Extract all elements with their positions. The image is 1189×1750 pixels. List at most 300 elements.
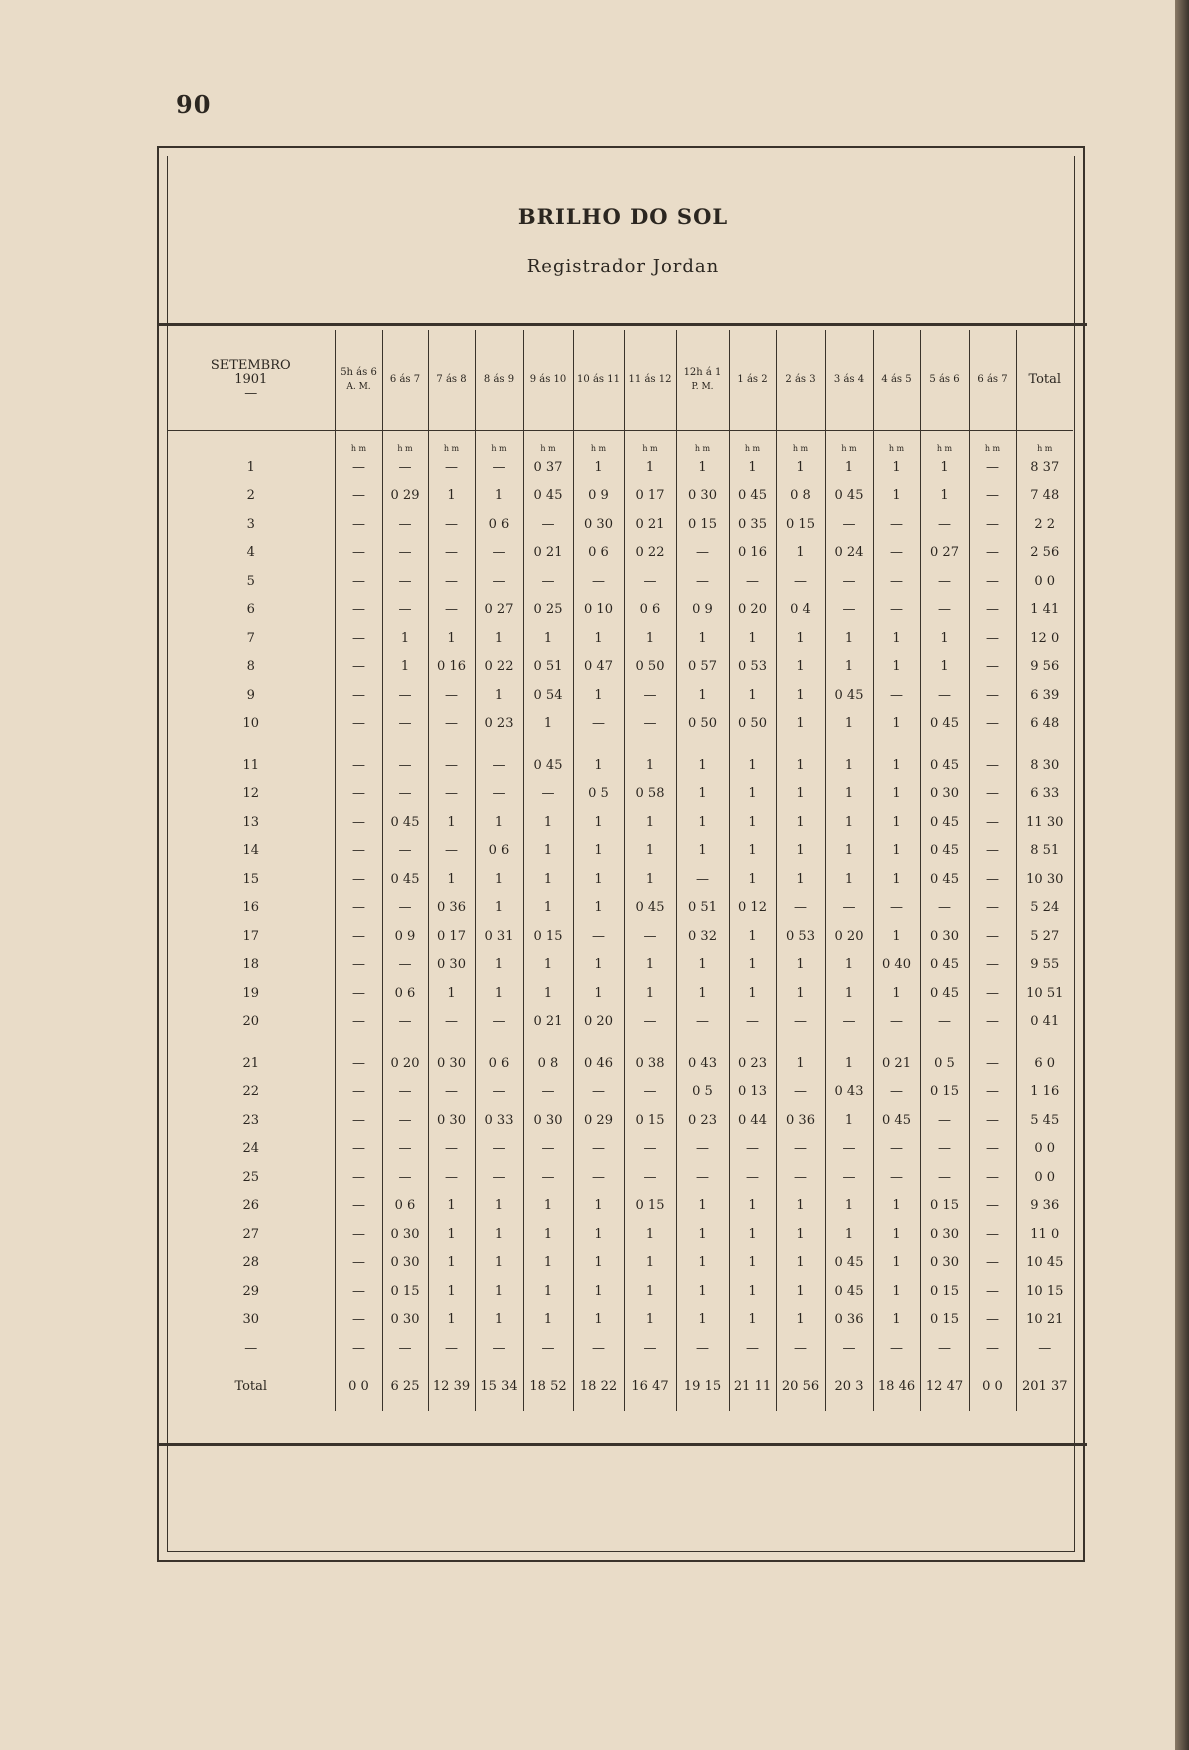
table-cell (825, 738, 873, 751)
total-row (167, 1363, 1073, 1411)
table-cell: 1 (523, 1249, 573, 1278)
table-cell: 0 15 (920, 1306, 969, 1335)
table-cell: 0 4 (776, 596, 825, 625)
table-cell: 0 45 (920, 865, 969, 894)
table-frame (157, 146, 1085, 1562)
table-cell (676, 738, 729, 751)
table-cell: 11 0 (1030, 1226, 1060, 1242)
table-cell: h m (1037, 444, 1053, 453)
table-cell: 0 37 (523, 453, 573, 482)
table-cell: 1 (873, 808, 920, 837)
units-row (167, 431, 1073, 454)
table-cell: — (776, 1135, 825, 1164)
table-cell: 1 16 (1030, 1084, 1060, 1100)
table-cell: — (969, 653, 1016, 682)
hour-column-header: 1 ás 2 (729, 330, 776, 431)
table-cell: 1 (523, 979, 573, 1008)
table-cell: 1 (776, 951, 825, 980)
table-row (167, 453, 1073, 482)
table-cell: 1 (776, 710, 825, 739)
table-cell: 1 (676, 1306, 729, 1335)
table-cell: — (624, 1334, 676, 1363)
table-cell (335, 1036, 382, 1049)
table-cell: 1 (624, 808, 676, 837)
table-cell: — (920, 1135, 969, 1164)
table-cell: 0 25 (523, 596, 573, 625)
table-cell: 1 (825, 1049, 873, 1078)
table-cell: 1 (729, 751, 776, 780)
table-cell: 0 21 (523, 539, 573, 568)
table-cell: 0 32 (676, 922, 729, 951)
row-label: 22 (167, 1078, 335, 1107)
table-cell: — (920, 1334, 969, 1363)
table-cell: — (920, 1106, 969, 1135)
table-cell: — (382, 1135, 428, 1164)
table-cell: 0 43 (825, 1078, 873, 1107)
table-cell: — (428, 1008, 475, 1037)
table-cell: — (729, 567, 776, 596)
table-cell: 18 52 (523, 1363, 573, 1411)
table-cell: — (335, 951, 382, 980)
table-cell: 0 8 (523, 1049, 573, 1078)
table-cell (920, 738, 969, 751)
table-cell: — (729, 1008, 776, 1037)
spacer-row (167, 738, 1073, 751)
table-cell: 0 15 (920, 1192, 969, 1221)
table-cell: — (335, 894, 382, 923)
table-cell: — (776, 1334, 825, 1363)
table-cell: 1 (523, 837, 573, 866)
table-cell: 1 (475, 894, 523, 923)
table-cell: 0 0 (1034, 1141, 1056, 1157)
table-cell: 1 (523, 1192, 573, 1221)
table-cell: 1 (825, 1106, 873, 1135)
table-cell (382, 1036, 428, 1049)
table-cell (428, 738, 475, 751)
table-cell (335, 738, 382, 751)
table-cell: 1 (523, 1220, 573, 1249)
table-cell: 1 (573, 751, 624, 780)
table-cell: — (676, 1163, 729, 1192)
table-cell: — (729, 1334, 776, 1363)
table-cell: 6 39 (1030, 687, 1060, 703)
table-cell: h m (969, 431, 1016, 454)
table-cell: — (382, 710, 428, 739)
table-cell: 0 30 (920, 1220, 969, 1249)
table-cell: — (475, 539, 523, 568)
table-cell: 0 46 (573, 1049, 624, 1078)
table-cell: 1 (475, 1277, 523, 1306)
table-cell (776, 1036, 825, 1049)
hour-column-header: 5 ás 6 (920, 330, 969, 431)
table-cell: h m (920, 431, 969, 454)
table-cell: — (428, 837, 475, 866)
table-cell: 0 45 (624, 894, 676, 923)
table-cell: 1 (776, 865, 825, 894)
table-cell: — (475, 751, 523, 780)
table-cell: 19 15 (676, 1363, 729, 1411)
table-cell (1016, 1036, 1073, 1049)
row-label (167, 1036, 335, 1049)
table-cell (873, 1036, 920, 1049)
table-cell: 0 30 (920, 1249, 969, 1278)
table-cell: 1 (729, 780, 776, 809)
table-cell: — (573, 922, 624, 951)
table-cell: 1 (873, 837, 920, 866)
table-cell: — (676, 1008, 729, 1037)
table-cell: 0 45 (825, 482, 873, 511)
table-cell: — (624, 1135, 676, 1164)
table-cell: 20 56 (776, 1363, 825, 1411)
table-cell: 1 (825, 808, 873, 837)
table-cell: 1 (475, 624, 523, 653)
table-cell: — (1038, 1340, 1052, 1356)
table-cell: 1 (475, 681, 523, 710)
table-cell: 1 (873, 751, 920, 780)
table-cell: — (969, 922, 1016, 951)
table-cell: — (624, 922, 676, 951)
table-cell: 18 22 (573, 1363, 624, 1411)
table-cell: 1 (729, 837, 776, 866)
table-cell: 1 (776, 1049, 825, 1078)
table-cell: 0 36 (825, 1306, 873, 1335)
table-cell: 0 30 (382, 1249, 428, 1278)
table-cell: 1 (573, 1306, 624, 1335)
table-cell: 0 57 (676, 653, 729, 682)
table-cell: 0 16 (428, 653, 475, 682)
table-cell: — (335, 1306, 382, 1335)
table-cell: 1 (920, 653, 969, 682)
table-cell: — (335, 510, 382, 539)
table-cell: 1 (428, 1220, 475, 1249)
table-cell: — (475, 1163, 523, 1192)
table-cell: — (676, 539, 729, 568)
table-cell: 0 20 (825, 922, 873, 951)
table-cell: 0 6 (382, 979, 428, 1008)
table-cell: 1 (729, 865, 776, 894)
table-row (167, 837, 1073, 866)
table-cell (523, 738, 573, 751)
table-cell: 1 (825, 751, 873, 780)
table-cell: 5 27 (1030, 928, 1060, 944)
table-cell: — (335, 596, 382, 625)
hour-column-header: 8 ás 9 (475, 330, 523, 431)
table-cell: h m (873, 431, 920, 454)
row-label: 23 (167, 1106, 335, 1135)
table-cell: 0 50 (676, 710, 729, 739)
table-cell: h m (428, 431, 475, 454)
table-cell: 1 (676, 751, 729, 780)
table-cell: 1 (825, 780, 873, 809)
table-cell: — (969, 1192, 1016, 1221)
table-cell: — (523, 780, 573, 809)
table-cell: 1 (873, 453, 920, 482)
table-cell: 16 47 (624, 1363, 676, 1411)
table-cell (573, 738, 624, 751)
table-cell: 21 11 (729, 1363, 776, 1411)
row-label: 7 (167, 624, 335, 653)
table-cell: 1 (729, 681, 776, 710)
table-cell: — (969, 979, 1016, 1008)
table-cell: 1 (676, 1277, 729, 1306)
table-cell: 18 46 (873, 1363, 920, 1411)
table-cell: — (475, 1078, 523, 1107)
table-cell: — (969, 951, 1016, 980)
header-rule (159, 323, 1087, 326)
table-cell: 0 6 (624, 596, 676, 625)
table-cell: 5 45 (1030, 1112, 1060, 1128)
table-cell: 1 (776, 453, 825, 482)
table-cell: — (335, 808, 382, 837)
table-row (167, 482, 1073, 511)
table-cell (873, 738, 920, 751)
table-cell: 1 (825, 453, 873, 482)
table-cell: 8 51 (1030, 843, 1060, 859)
table-cell: — (825, 894, 873, 923)
table-cell: — (969, 1277, 1016, 1306)
table-cell: — (428, 1334, 475, 1363)
table-cell: 1 (475, 1220, 523, 1249)
row-label: 19 (167, 979, 335, 1008)
table-cell: 0 17 (428, 922, 475, 951)
table-cell: 0 6 (475, 837, 523, 866)
row-label: 16 (167, 894, 335, 923)
table-cell: h m (573, 431, 624, 454)
table-cell: — (624, 567, 676, 596)
table-cell: 10 21 (1026, 1312, 1064, 1328)
table-cell: 1 (729, 1249, 776, 1278)
table-cell: 1 (873, 624, 920, 653)
table-cell: — (573, 710, 624, 739)
table-row (167, 1008, 1073, 1037)
hour-column-header: 7 ás 8 (428, 330, 475, 431)
table-cell: — (873, 567, 920, 596)
table-cell: 1 (920, 453, 969, 482)
table-cell: 0 45 (523, 482, 573, 511)
table-cell: — (825, 1334, 873, 1363)
table-body (167, 431, 1073, 1411)
hour-column-header: 4 ás 5 (873, 330, 920, 431)
table-cell: 0 45 (825, 1249, 873, 1278)
table-cell: — (969, 1249, 1016, 1278)
table-cell: — (335, 653, 382, 682)
table-cell: 1 (624, 1249, 676, 1278)
table-row (167, 567, 1073, 596)
table-cell: h m (523, 431, 573, 454)
table-cell: — (382, 596, 428, 625)
table-cell: — (776, 1078, 825, 1107)
table-cell: 1 (873, 653, 920, 682)
table-cell: — (335, 1334, 382, 1363)
table-cell: — (873, 1078, 920, 1107)
table-cell: 0 47 (573, 653, 624, 682)
table-cell: 0 21 (624, 510, 676, 539)
table-cell: 1 (729, 453, 776, 482)
table-cell: 0 30 (428, 951, 475, 980)
table-cell: 0 6 (382, 1192, 428, 1221)
table-cell: 0 45 (920, 751, 969, 780)
table-cell: 0 15 (920, 1277, 969, 1306)
table-cell: 0 33 (475, 1106, 523, 1135)
table-cell (920, 1036, 969, 1049)
table-cell: — (776, 1008, 825, 1037)
table-cell (428, 1036, 475, 1049)
table-cell: 0 17 (624, 482, 676, 511)
table-cell: 1 (428, 1306, 475, 1335)
table-cell: — (428, 1078, 475, 1107)
table-cell: 6 0 (1034, 1055, 1056, 1071)
table-cell: — (969, 1008, 1016, 1037)
spacer-row (167, 1036, 1073, 1049)
hour-column-header: 10 ás 11 (573, 330, 624, 431)
table-cell: 1 (873, 865, 920, 894)
table-cell (969, 738, 1016, 751)
table-cell: 0 15 (676, 510, 729, 539)
row-label (167, 431, 335, 454)
row-label: 13 (167, 808, 335, 837)
table-cell: h m (825, 431, 873, 454)
row-label: 20 (167, 1008, 335, 1037)
table-cell: 0 10 (573, 596, 624, 625)
table-row (167, 1249, 1073, 1278)
row-label: 8 (167, 653, 335, 682)
table-cell: — (475, 1334, 523, 1363)
table-cell: 1 (382, 624, 428, 653)
table-cell: — (729, 1135, 776, 1164)
table-cell: — (335, 1135, 382, 1164)
table-cell: 0 45 (382, 865, 428, 894)
table-cell: 0 6 (475, 1049, 523, 1078)
table-cell: — (335, 624, 382, 653)
table-cell: 6 48 (1030, 716, 1060, 732)
row-label: 30 (167, 1306, 335, 1335)
table-cell: 0 45 (382, 808, 428, 837)
table-row (167, 1334, 1073, 1363)
table-cell: 1 (676, 453, 729, 482)
table-cell: 1 (776, 837, 825, 866)
table-cell: 0 53 (776, 922, 825, 951)
table-cell: 201 37 (1022, 1379, 1068, 1394)
table-cell: — (969, 751, 1016, 780)
table-cell: 0 35 (729, 510, 776, 539)
table-cell: — (969, 710, 1016, 739)
table-cell: 0 50 (729, 710, 776, 739)
row-label: 6 (167, 596, 335, 625)
table-cell: 0 30 (382, 1220, 428, 1249)
table-cell: 0 29 (573, 1106, 624, 1135)
table-cell: — (873, 596, 920, 625)
table-cell: 1 (573, 681, 624, 710)
table-cell: 10 15 (1026, 1283, 1064, 1299)
table-cell: 0 15 (382, 1277, 428, 1306)
table-cell: — (382, 1008, 428, 1037)
table-cell: 1 (573, 979, 624, 1008)
table-row (167, 624, 1073, 653)
table-cell: 12 39 (428, 1363, 475, 1411)
table-cell: 0 13 (729, 1078, 776, 1107)
table-cell: 1 (776, 539, 825, 568)
table-cell: 1 (776, 1306, 825, 1335)
table-row (167, 979, 1073, 1008)
table-cell: 1 (825, 624, 873, 653)
header-row (167, 330, 1073, 431)
table-cell: 0 5 (920, 1049, 969, 1078)
table-cell: 1 (873, 482, 920, 511)
row-label: 1 (167, 453, 335, 482)
table-cell: — (969, 837, 1016, 866)
total-column-header: Total (1016, 330, 1073, 431)
table-cell: — (624, 1163, 676, 1192)
table-cell: — (335, 567, 382, 596)
table-cell (573, 1036, 624, 1049)
table-cell: — (920, 567, 969, 596)
table-cell: 0 0 (1034, 573, 1056, 589)
table-cell: h m (475, 431, 523, 454)
table-cell: — (969, 596, 1016, 625)
table-cell: — (873, 1163, 920, 1192)
table-cell: — (729, 1163, 776, 1192)
table-cell: 1 (825, 1192, 873, 1221)
table-cell: 0 51 (676, 894, 729, 923)
table-cell: — (382, 951, 428, 980)
table-cell: 0 22 (475, 653, 523, 682)
table-cell: 1 (676, 837, 729, 866)
table-cell: 1 (573, 808, 624, 837)
row-label: 26 (167, 1192, 335, 1221)
table-cell (969, 1036, 1016, 1049)
table-cell: h m (382, 431, 428, 454)
table-cell: 8 30 (1030, 757, 1060, 773)
table-cell: 1 (624, 1277, 676, 1306)
table-cell: 0 16 (729, 539, 776, 568)
table-cell: — (920, 894, 969, 923)
table-cell: — (920, 1163, 969, 1192)
table-cell: 0 21 (523, 1008, 573, 1037)
table-cell: 0 41 (1030, 1014, 1060, 1030)
table-cell: 0 6 (573, 539, 624, 568)
table-cell: 0 20 (729, 596, 776, 625)
table-row (167, 1306, 1073, 1335)
table-cell: 0 30 (573, 510, 624, 539)
table-cell: 1 (729, 624, 776, 653)
table-cell: — (873, 1008, 920, 1037)
table-cell: 1 (523, 951, 573, 980)
row-label: 9 (167, 681, 335, 710)
table-cell: 1 (920, 624, 969, 653)
table-cell: 1 (776, 979, 825, 1008)
table-cell (729, 1036, 776, 1049)
table-row (167, 1078, 1073, 1107)
table-cell: 1 (729, 1306, 776, 1335)
table-cell: 1 (676, 780, 729, 809)
table-cell: 0 36 (428, 894, 475, 923)
row-label: 24 (167, 1135, 335, 1164)
table-cell: 0 9 (573, 482, 624, 511)
table-cell: — (969, 1078, 1016, 1107)
table-cell: — (335, 751, 382, 780)
hour-column-header: 3 ás 4 (825, 330, 873, 431)
table-row (167, 1135, 1073, 1164)
table-cell: 1 (573, 624, 624, 653)
table-cell: — (624, 710, 676, 739)
table-cell: — (428, 710, 475, 739)
table-cell: 1 (382, 653, 428, 682)
table-cell: — (573, 567, 624, 596)
table-cell: 0 23 (729, 1049, 776, 1078)
table-cell: h m (676, 431, 729, 454)
table-cell: 9 56 (1030, 659, 1060, 675)
table-cell: 6 33 (1030, 786, 1060, 802)
